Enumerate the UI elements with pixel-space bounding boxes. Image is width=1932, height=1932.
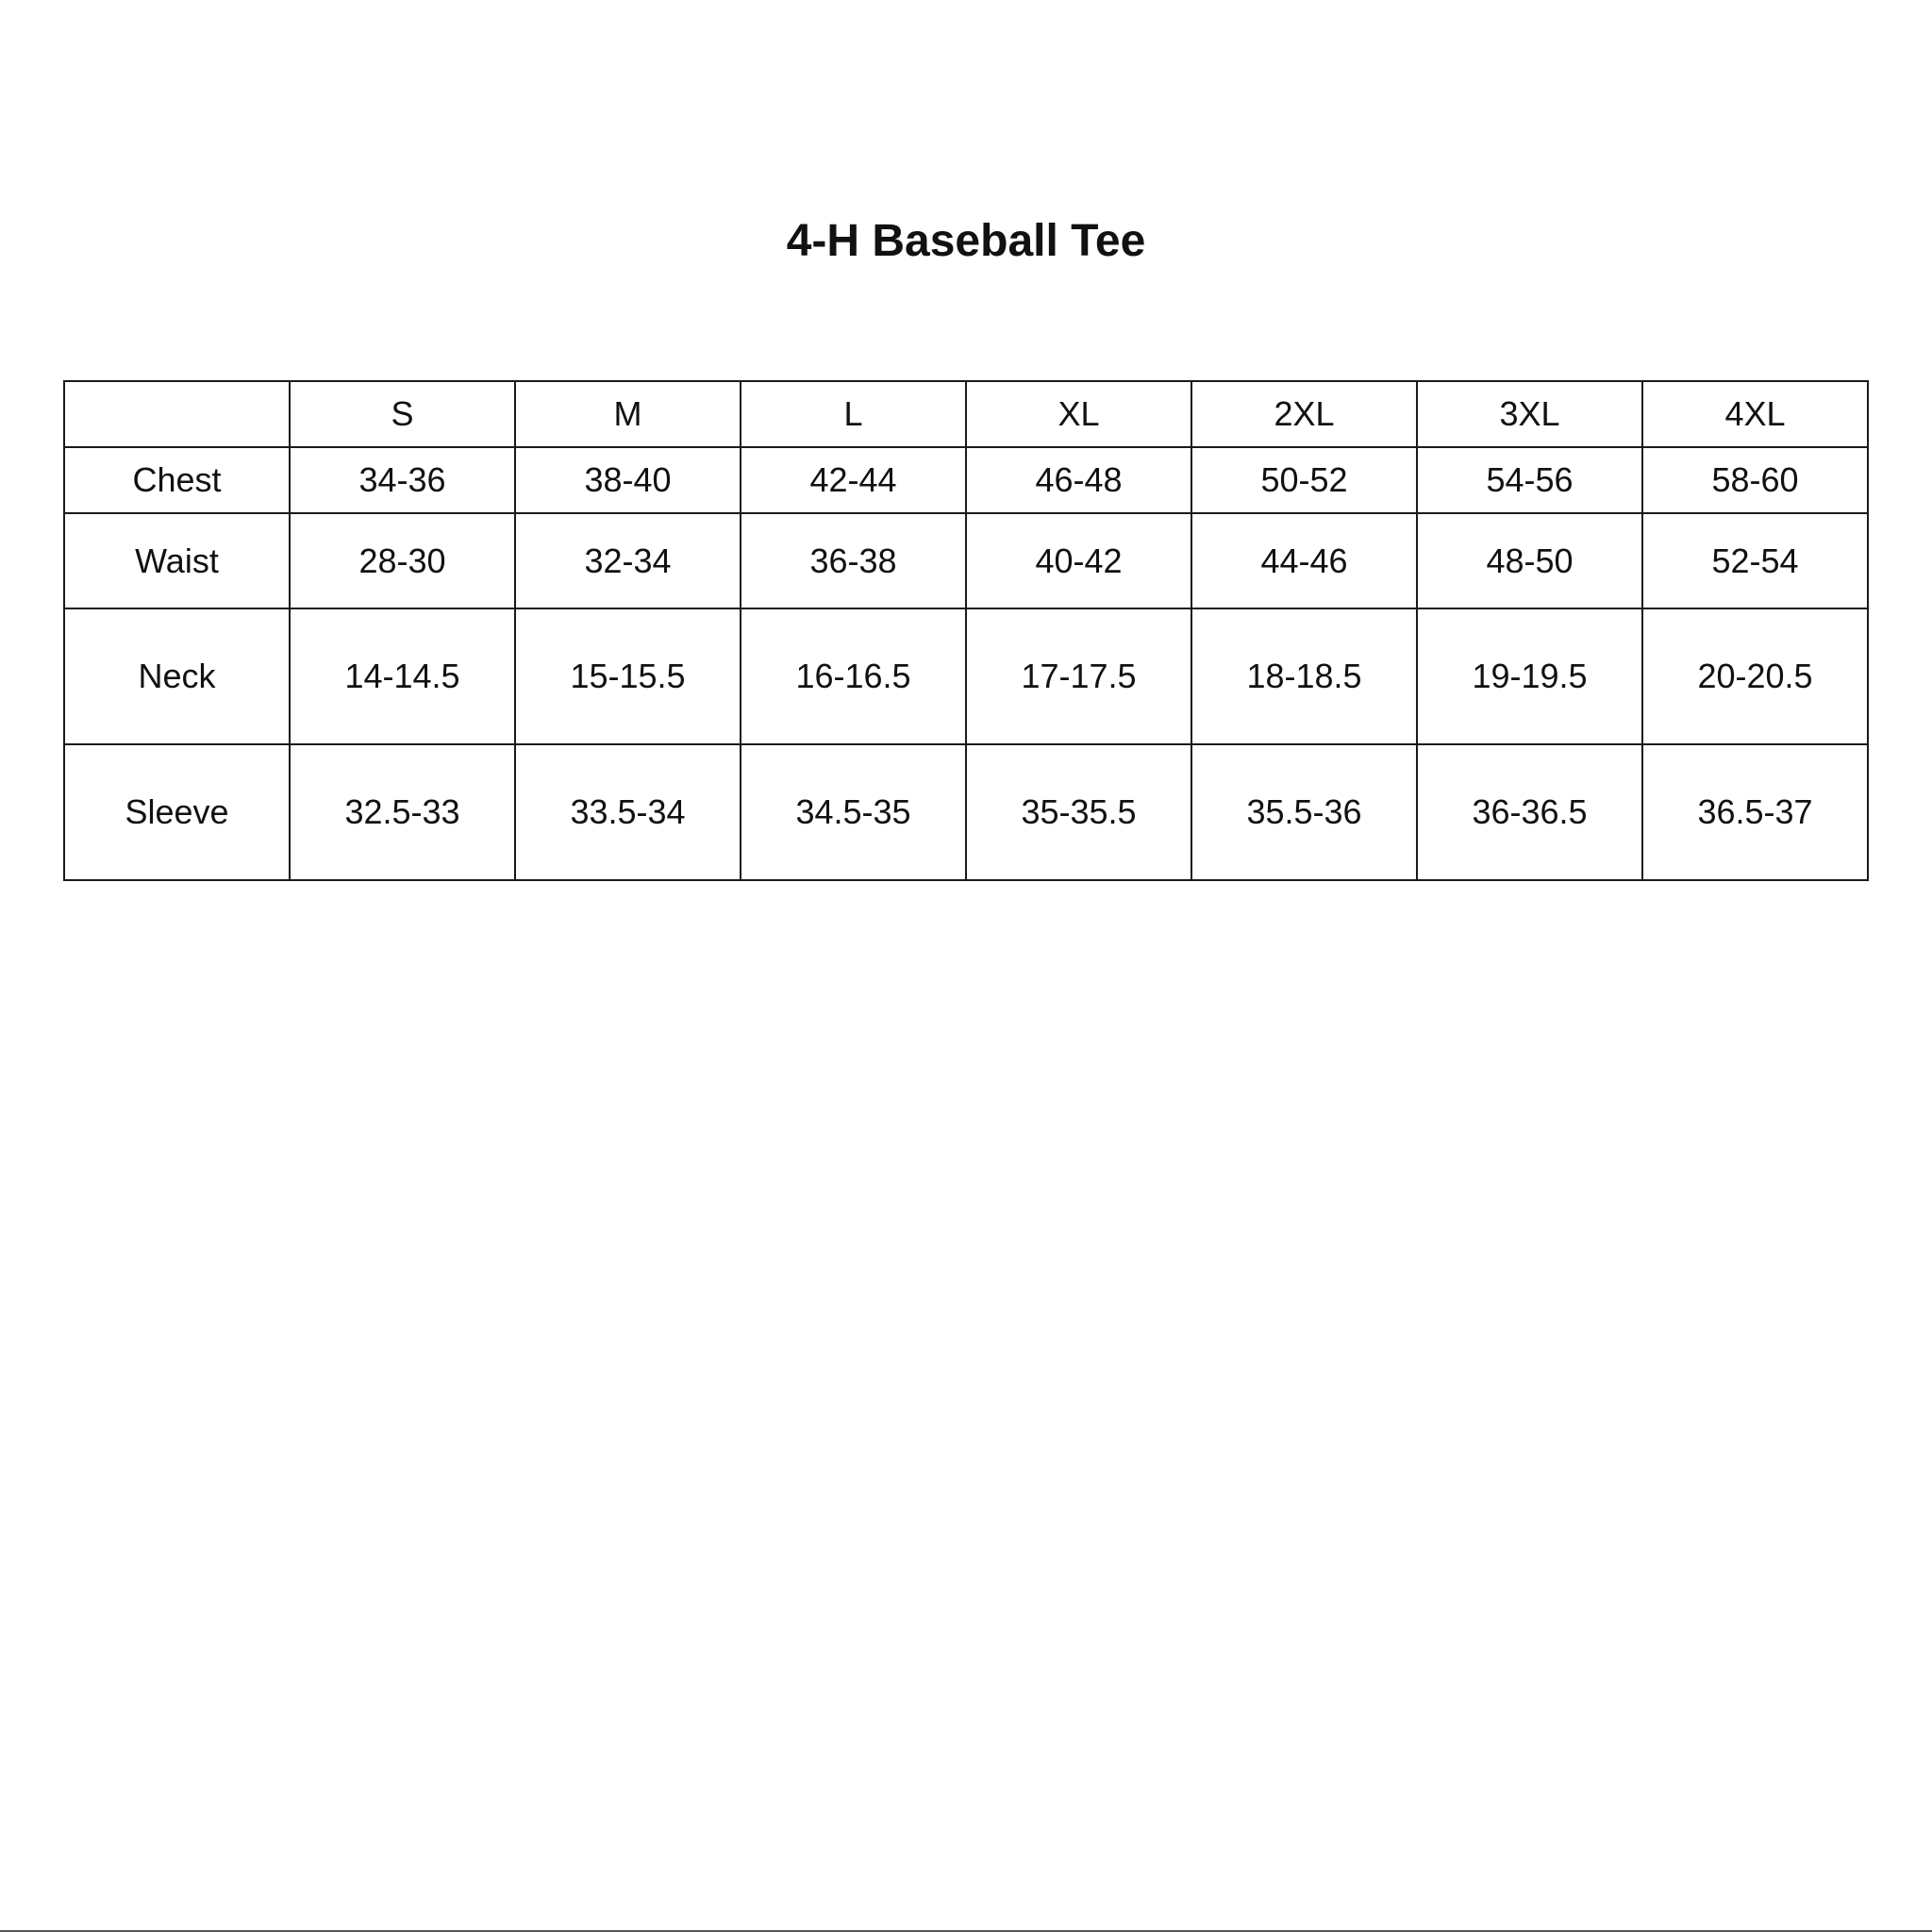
table-cell: 50-52: [1191, 447, 1417, 513]
table-cell: 38-40: [515, 447, 741, 513]
table-cell: 36-38: [741, 513, 966, 608]
table-cell: 32-34: [515, 513, 741, 608]
table-cell: 18-18.5: [1191, 608, 1417, 744]
table-cell: 42-44: [741, 447, 966, 513]
corner-cell: [64, 381, 290, 447]
table-cell: 34-36: [290, 447, 515, 513]
table-cell: 15-15.5: [515, 608, 741, 744]
row-label-waist: Waist: [64, 513, 290, 608]
size-header-s: S: [290, 381, 515, 447]
table-row-neck: [64, 608, 1868, 744]
size-header-3xl: 3XL: [1417, 381, 1642, 447]
row-label-sleeve: Sleeve: [64, 744, 290, 880]
table-cell: 34.5-35: [741, 744, 966, 880]
table-cell: 33.5-34: [515, 744, 741, 880]
table-row-waist: [64, 513, 1868, 608]
table-cell: 14-14.5: [290, 608, 515, 744]
page-title: 4-H Baseball Tee: [786, 216, 1146, 266]
table-cell: 52-54: [1642, 513, 1868, 608]
table-cell: 16-16.5: [741, 608, 966, 744]
table-cell: 48-50: [1417, 513, 1642, 608]
table-cell: 54-56: [1417, 447, 1642, 513]
table-header-row: [64, 381, 1868, 447]
table-cell: 58-60: [1642, 447, 1868, 513]
size-header-xl: XL: [966, 381, 1191, 447]
table-cell: 35-35.5: [966, 744, 1191, 880]
table-row-chest: [64, 447, 1868, 513]
table-cell: 17-17.5: [966, 608, 1191, 744]
row-label-chest: Chest: [64, 447, 290, 513]
table-cell: 36.5-37: [1642, 744, 1868, 880]
table-cell: 35.5-36: [1191, 744, 1417, 880]
size-chart-table: [63, 380, 1869, 881]
row-label-neck: Neck: [64, 608, 290, 744]
table-cell: 44-46: [1191, 513, 1417, 608]
table-cell: 28-30: [290, 513, 515, 608]
table-cell: 19-19.5: [1417, 608, 1642, 744]
table-cell: 20-20.5: [1642, 608, 1868, 744]
size-header-l: L: [741, 381, 966, 447]
size-header-4xl: 4XL: [1642, 381, 1868, 447]
table-cell: 46-48: [966, 447, 1191, 513]
table-row-sleeve: [64, 744, 1868, 880]
size-header-m: M: [515, 381, 741, 447]
table-cell: 32.5-33: [290, 744, 515, 880]
table-cell: 40-42: [966, 513, 1191, 608]
table-cell: 36-36.5: [1417, 744, 1642, 880]
size-header-2xl: 2XL: [1191, 381, 1417, 447]
